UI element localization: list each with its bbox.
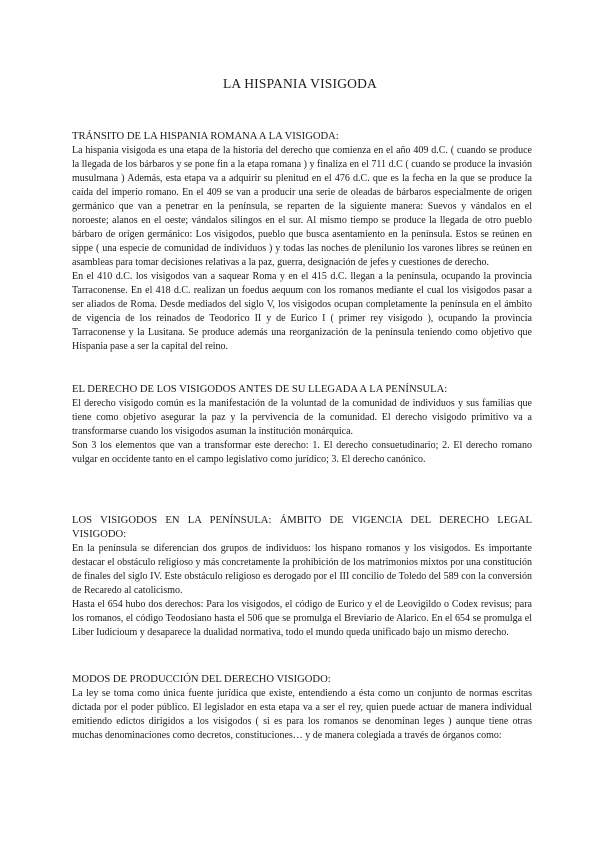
section-paragraph: Hasta el 654 hubo dos derechos: Para los visigodos, el código de Eurico y el de Leovigildo o Codex revisus; para los romanos, el código Teodosiano hasta el 506 que se promulga el Breviario de Alarico. En el 654 se promulga el Liber Iudicioum y desaparece la dualidad normativa, todo el mundo queda unificado bajo un mismo derecho.	[72, 599, 532, 638]
section-heading: TRÁNSITO DE LA HISPANIA ROMANA A LA VISIGODA:	[72, 131, 339, 142]
section-transito	[72, 130, 532, 354]
section-paragraph: En el 410 d.C. los visigodos van a saquear Roma y en el 415 d.C. llegan a la península, ocupando la provincia Tarraconense. En el 418 d.C. realizan un foedus aequum con los romanos mediante el cual los visigodos pasar a ser aliados de Roma. Desde mediados del siglo V, los visigodos ocupan completamente la península en el ámbito de vigencia de los reinados de Teodorico II y de Eurico I ( primer rey visigodo ), ocupando la provincia Tarraconense y la Lusitana. Se produce además una reorganización de la península teniendo como objetivo que Hispania pase a ser la capital del reino.	[72, 271, 532, 352]
section-paragraph: El derecho visigodo común es la manifestación de la voluntad de la comunidad de individuos y sus familias que tiene como objetivo asegurar la paz y la pervivencia de la comunidad. El derecho visigodo primitivo va a transformarse cuando los visigodos asuman la institución monárquica.	[72, 398, 532, 437]
section-visigodos-peninsula	[72, 514, 532, 640]
section-derecho-antes	[72, 383, 532, 467]
section-paragraph: La ley se toma como única fuente jurídica que existe, entendiendo a ésta como un conjunto de normas escritas dictada por el poder público. El legislador en esta etapa va a ser el rey, quien puede actuar de manera individual emitiendo edictos dirigidos a los visigodos ( si es para los romanos se denominan leges ) aunque tiene otras muchas denominaciones como decretos, constituciones… y de manera colegiada a través de órganos como:	[72, 688, 532, 741]
section-paragraph: La hispania visigoda es una etapa de la historia del derecho que comienza en el año 409 d.C. ( cuando se produce la llegada de los bárbaros y se pone fin a la etapa romana ) y finaliza en el 711 d.C ( cuando se produce la invasión musulmana ) Además, esta etapa va a adquirir su plenitud en el 476 d.C. que es la fecha en la que se produce la caída del imperio romano. En el 409 se van a producir una serie de oleadas de bárbaros especialmente de origen germánico que van a penetrar en la península, se reparten de la siguiente manera: Suevos y vándalos en el noroeste; alanos en el oeste; vándalos silingos en el sur. Al mismo tiempo se produce la llegada de otro pueblo bárbaro de origen germánico: Los visigodos, pueblo que busca asentamiento en la península. Estos se reúnen en sippe ( una especie de comunidad de individuos ) y todas las noches de plenilunio los varones libres se reúnen en asambleas para tomar decisiones relativas a la paz, guerra, designación de jefes y cuestiones de derecho.	[72, 145, 532, 268]
section-heading: LOS VISIGODOS EN LA PENÍNSULA: ÁMBITO DE VIGENCIA DEL DERECHO LEGAL VISIGODO:	[72, 515, 532, 540]
document-title: LA HISPANIA VISIGODA	[222, 76, 378, 91]
section-modos-produccion	[72, 673, 532, 743]
section-paragraph: Son 3 los elementos que van a transformar este derecho: 1. El derecho consuetudinario; 2. El derecho romano vulgar en occidente tanto en el campo legislativo como jurídico; 3. El derecho canónico.	[72, 440, 532, 465]
section-heading: EL DERECHO DE LOS VISIGODOS ANTES DE SU LLEGADA A LA PENÍNSULA:	[72, 384, 448, 395]
section-paragraph: En la península se diferencian dos grupos de individuos: los hispano romanos y los visigodos. Es importante destacar el obstáculo religioso y más concretamente la prohibición de los matrimonios mixtos por una constitución de finales del siglo IV. Este obstáculo religioso es derogado por el III concilio de Toledo del 589 con la conversión de Recaredo al catolicismo.	[72, 543, 532, 596]
section-heading: MODOS DE PRODUCCIÓN DEL DERECHO VISIGODO:	[72, 674, 331, 685]
